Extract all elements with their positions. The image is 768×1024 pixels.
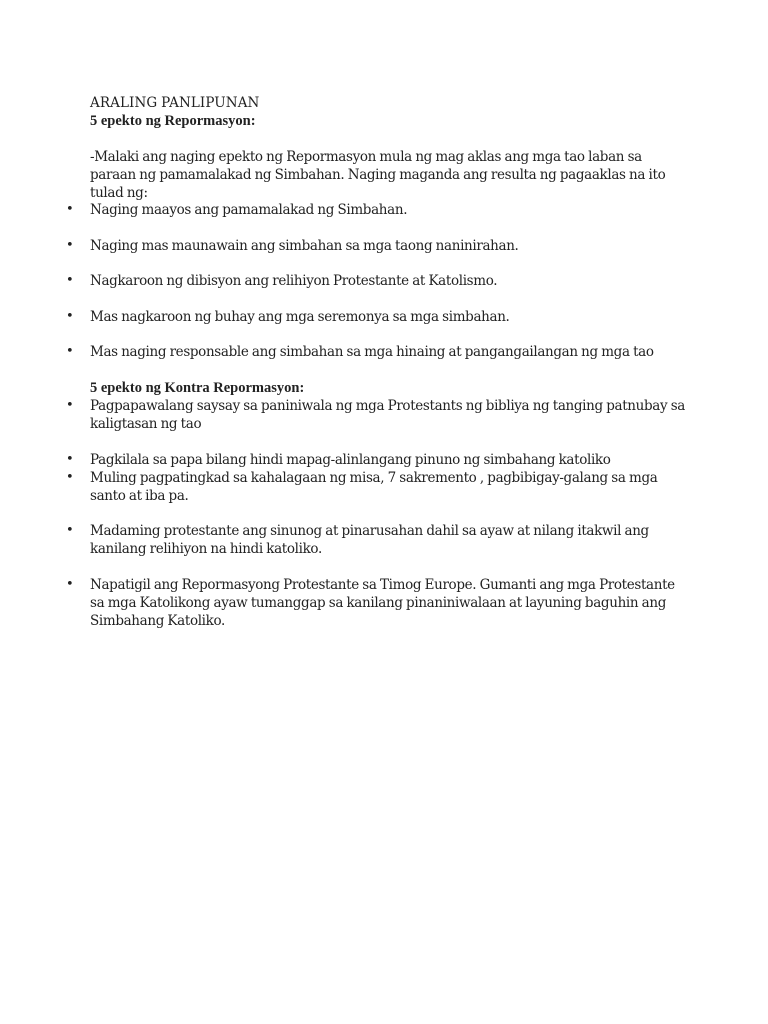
bullet-icon: •	[66, 238, 74, 253]
bullet-icon: •	[66, 344, 74, 359]
reformation-heading: 5 epekto ng Repormasyon:	[90, 113, 256, 129]
list-item-text: Napatigil ang Repormasyong Protestante sa Timog Europe. Gumanti ang mga Protestante sa mga Katolikong ayaw tumanggap sa kanilang pinaniniwalaan at layuning baguhin ang Simbahang Katoliko.	[90, 577, 675, 629]
bullet-icon: •	[66, 309, 74, 324]
bullet-icon: •	[66, 273, 74, 288]
list-item	[66, 397, 690, 433]
list-item	[66, 469, 690, 505]
intro-paragraph: -Malaki ang naging epekto ng Repormasyon mula ng mag aklas ang mga tao laban sa paraan ng pamamalakad ng Simbahan. Naging maganda ang resulta ng pagaaklas na ito tulad ng:	[90, 149, 666, 201]
bullet-icon: •	[66, 398, 74, 413]
list-item-text: Naging mas maunawain ang simbahan sa mga taong naninirahan.	[90, 238, 519, 254]
list-item-text: Mas naging responsable ang simbahan sa mga hinaing at pangangailangan ng mga tao	[90, 344, 654, 360]
bullet-icon: •	[66, 470, 74, 485]
bullet-icon: •	[66, 202, 74, 217]
bullet-icon: •	[66, 452, 74, 467]
list-item-text: Naging maayos ang pamamalakad ng Simbahan.	[90, 202, 408, 218]
list-item-text: Nagkaroon ng dibisyon ang relihiyon Protestante at Katolismo.	[90, 273, 498, 289]
list-item	[66, 522, 690, 558]
list-item-text: Pagkilala sa papa bilang hindi mapag-alinlangang pinuno ng simbahang katoliko	[90, 452, 611, 468]
list-item	[66, 237, 690, 255]
list-item	[66, 343, 690, 361]
list-item-text: Muling pagpatingkad sa kahalagaan ng misa, 7 sakremento , pagbibigay-galang sa mga santo at iba pa.	[90, 470, 658, 504]
subject-title: ARALING PANLIPUNAN	[90, 95, 260, 111]
list-item	[66, 308, 690, 326]
counter-reformation-heading: 5 epekto ng Kontra Repormasyon:	[90, 380, 305, 396]
bullet-icon: •	[66, 577, 74, 592]
bullet-icon: •	[66, 523, 74, 538]
list-item-text: Pagpapawalang saysay sa paniniwala ng mga Protestants ng bibliya ng tanging patnubay sa kaligtasan ng tao	[90, 398, 685, 432]
list-item	[66, 201, 690, 219]
list-item-text: Madaming protestante ang sinunog at pinarusahan dahil sa ayaw at nilang itakwil ang kanilang relihiyon na hindi katoliko.	[90, 523, 649, 557]
list-item-text: Mas nagkaroon ng buhay ang mga seremonya sa mga simbahan.	[90, 309, 510, 325]
list-item	[66, 451, 690, 469]
list-item	[66, 272, 690, 290]
list-item	[66, 576, 690, 630]
